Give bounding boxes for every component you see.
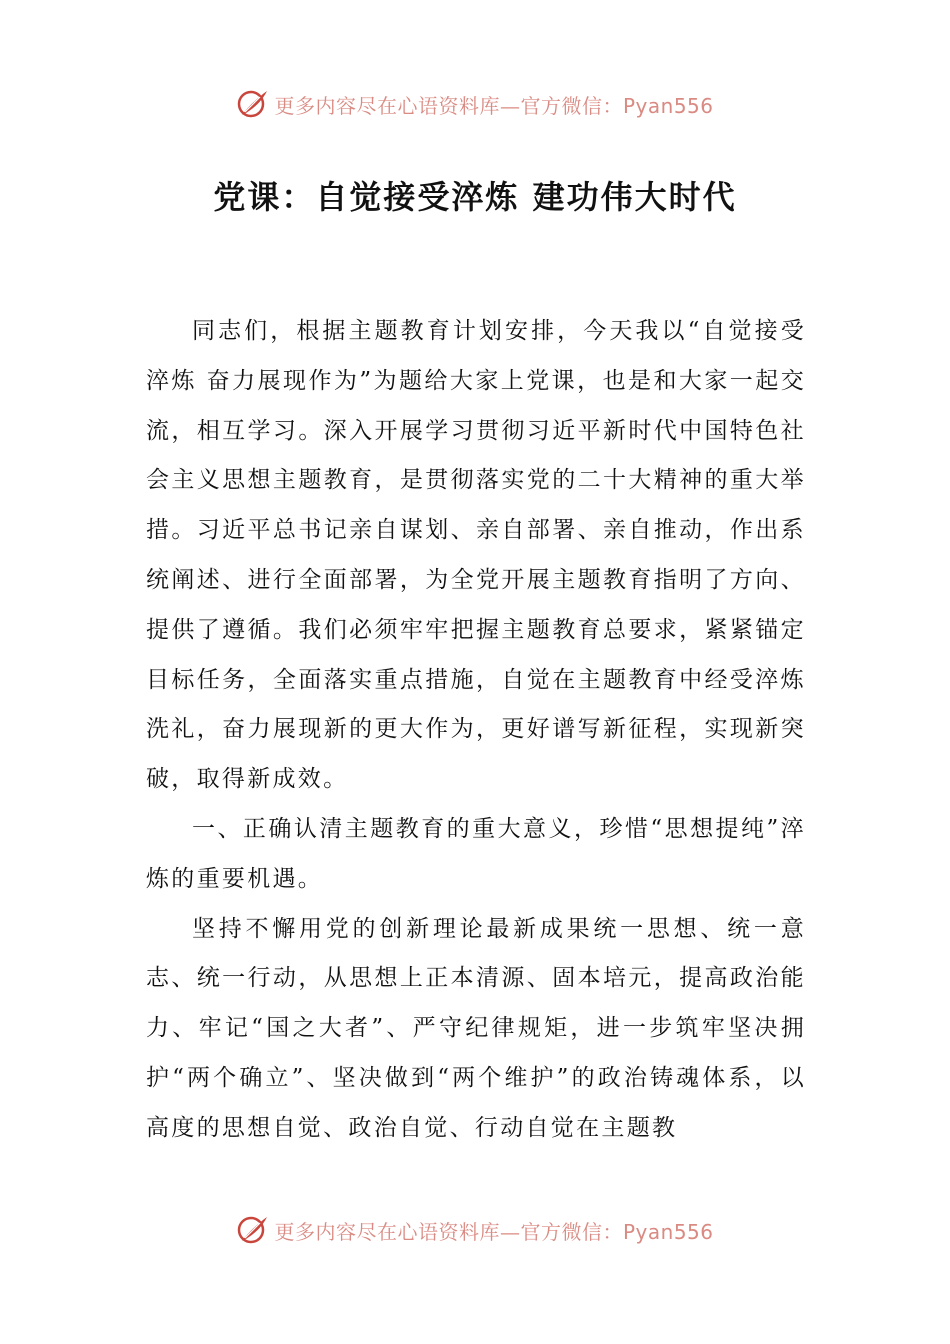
watermark-wechat-id: Pyan556 xyxy=(622,93,714,118)
watermark-text: 更多内容尽在心语资料库—官方微信：Pyan556 xyxy=(274,1219,714,1244)
document-body xyxy=(146,307,806,1154)
quill-pen-logo-icon xyxy=(236,1213,270,1247)
watermark-footer xyxy=(0,1210,950,1250)
watermark-text: 更多内容尽在心语资料库—官方微信：Pyan556 xyxy=(274,93,714,118)
watermark-wechat-id: Pyan556 xyxy=(622,1219,714,1244)
body-paragraph: 坚持不懈用党的创新理论最新成果统一思想、统一意志、统一行动，从思想上正本清源、固本培元，提高政治能力、牢记“国之大者”、严守纪律规矩，进一步筑牢坚决拥护“两个确立”、坚决做到“两个维护”的政治铸魂体系，以高度的思想自觉、政治自觉、行动自觉在主题教 xyxy=(146,915,806,1141)
section-heading: 一、正确认清主题教育的重大意义，珍惜“思想提纯”淬炼的重要机遇。 xyxy=(146,815,806,892)
body-paragraph: 同志们，根据主题教育计划安排，今天我以“自觉接受淬炼 奋力展现作为”为题给大家上党课，也是和大家一起交流，相互学习。深入开展学习贯彻习近平新时代中国特色社会主义思想主题教育，是贯彻落实党的二十大精神的重大举措。习近平总书记亲自谋划、亲自部署、亲自推动，作出系统阐述、进行全面部署，为全党开展主题教育指明了方向、提供了遵循。我们必须牢牢把握主题教育总要求，紧紧锚定目标任务，全面落实重点措施，自觉在主题教育中经受淬炼洗礼，奋力展现新的更大作为，更好谱写新征程，实现新突破，取得新成效。 xyxy=(146,318,806,793)
watermark-header xyxy=(0,84,950,124)
quill-pen-logo-icon xyxy=(236,87,270,121)
document-title: 党课：自觉接受淬炼 建功伟大时代 xyxy=(213,178,737,216)
